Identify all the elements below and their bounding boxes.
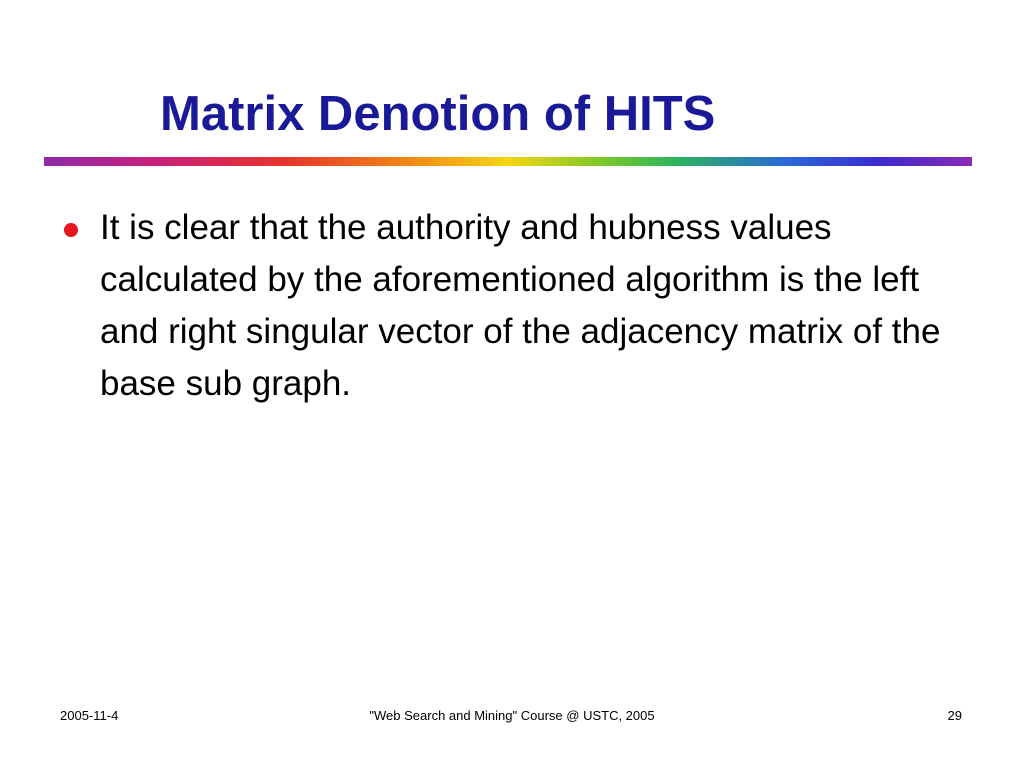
footer-course: "Web Search and Mining" Course @ USTC, 2005 (369, 708, 655, 723)
bullet-text: It is clear that the authority and hubness values calculated by the aforementioned algorithm is the left and right singular vector of the adjacency matrix of the base sub graph. (100, 208, 941, 403)
bullet-list (64, 202, 944, 410)
bullet-dot-icon (64, 223, 78, 237)
title-rainbow-divider (44, 157, 972, 166)
footer-page-number: 29 (947, 708, 962, 723)
bullet-item (64, 202, 944, 410)
footer-date: 2005-11-4 (60, 708, 119, 723)
slide-title: Matrix Denotion of HITS (160, 87, 716, 141)
